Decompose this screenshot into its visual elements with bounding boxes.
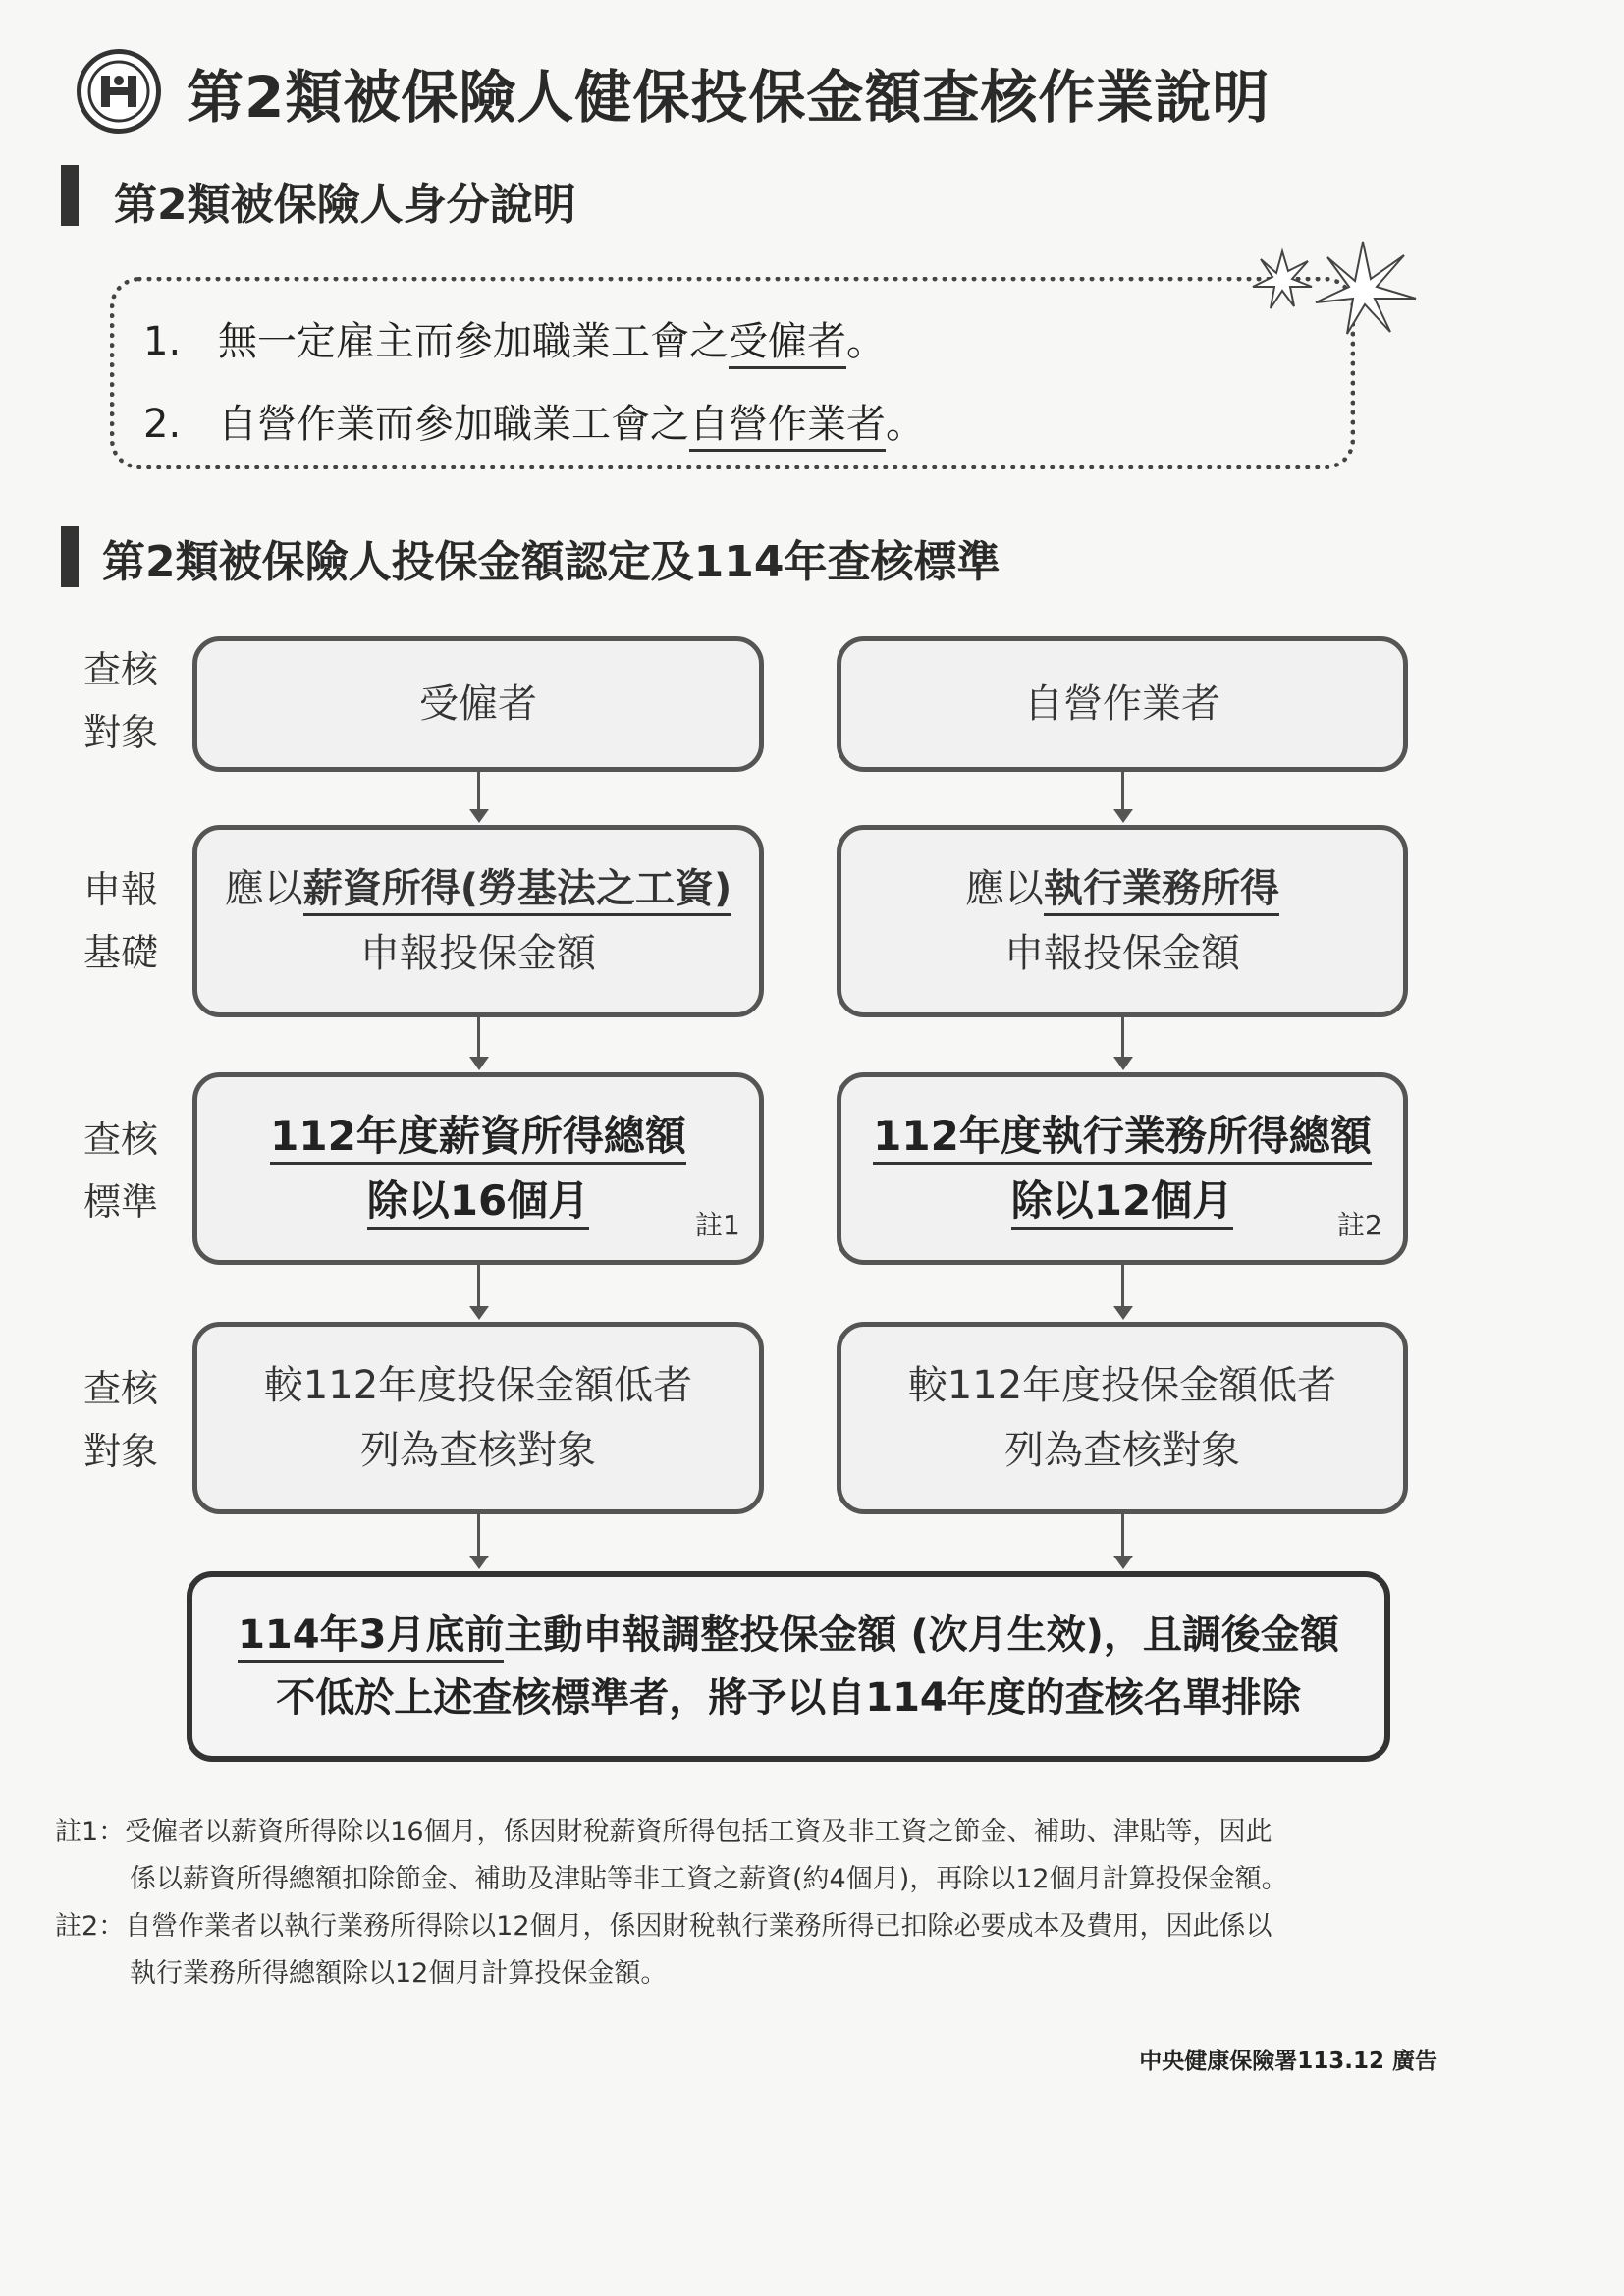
section-marker [61, 165, 79, 226]
flow-box-employee [192, 636, 764, 772]
page-title: 第2類被保險人健保投保金額查核作業說明 [187, 64, 1271, 131]
row-label-line: 查核 [82, 1118, 158, 1161]
box-text-emphasis: 除以16個月 [367, 1176, 589, 1230]
box-text [873, 1104, 1372, 1169]
note-2-cont: 執行業務所得總額除以12個月計算投保金額。 [130, 1958, 668, 1989]
row-label-line: 對象 [82, 1430, 158, 1473]
box-text: 自營作業者 [1024, 682, 1220, 727]
item-suffix: 。 [846, 319, 886, 364]
box-text [225, 856, 732, 921]
item-number: 2. [143, 402, 182, 447]
arrow-down-icon [1113, 1057, 1133, 1070]
note-text: 受僱者以薪資所得除以16個月，係因財稅薪資所得包括工資及非工資之節金、補助、津貼等，因此 [125, 1817, 1272, 1847]
row-label-basis [77, 858, 165, 984]
box-text [367, 1169, 589, 1233]
arrow-down-icon [469, 1057, 489, 1070]
section-title-standard: 第2類被保險人投保金額認定及114年查核標準 [102, 537, 1001, 587]
flow-connector [477, 772, 480, 811]
box-text-plain: 應以 [965, 866, 1044, 911]
box-text [270, 1104, 686, 1169]
box-text: 列為查核對象 [360, 1428, 596, 1473]
flow-box-final [187, 1571, 1390, 1762]
nhi-logo [77, 49, 161, 134]
note-1 [55, 1809, 1272, 1856]
row-label-line: 基礎 [82, 931, 158, 974]
section-marker [61, 526, 79, 587]
arrow-down-icon [469, 1306, 489, 1320]
arrow-down-icon [1113, 809, 1133, 823]
item-number: 1. [143, 319, 182, 364]
box-text-emphasis: 112年度薪資所得總額 [270, 1112, 686, 1165]
row-label-target [77, 1357, 165, 1483]
box-text-emphasis: 除以12個月 [1011, 1176, 1233, 1230]
flow-box-self-employed-standard [837, 1072, 1408, 1265]
item-text: 無一定雇主而參加職業工會之 [218, 319, 729, 364]
arrow-down-icon [469, 1556, 489, 1569]
row-label-standard [77, 1108, 165, 1233]
flow-box-self-employed [837, 636, 1408, 772]
flow-box-employee-standard [192, 1072, 764, 1265]
note-2 [55, 1903, 1272, 1950]
note-tag: 註2： [55, 1911, 126, 1941]
arrow-down-icon [469, 809, 489, 823]
box-text: 列為查核對象 [1004, 1428, 1240, 1473]
flow-connector [1121, 1514, 1124, 1558]
flow-connector [1121, 1265, 1124, 1308]
box-text: 較112年度投保金額低者 [263, 1363, 693, 1408]
final-text: 不低於上述查核標準者，將予以自114年度的查核名單排除 [276, 1675, 1301, 1721]
arrow-down-icon [1113, 1306, 1133, 1320]
flow-connector [477, 1265, 480, 1308]
note-tag: 註1： [55, 1817, 126, 1847]
final-text-emphasis: 114年3月底前 [238, 1613, 504, 1663]
flow-connector [477, 1017, 480, 1059]
arrow-down-icon [1113, 1556, 1133, 1569]
row-label-line: 查核 [82, 1367, 158, 1410]
box-text-plain: 應以 [224, 866, 303, 911]
note-1-cont: 係以薪資所得總額扣除節金、補助及津貼等非工資之薪資(約4個月)，再除以12個月計算投保金額。 [130, 1864, 1288, 1894]
box-text: 較112年度投保金額低者 [907, 1363, 1337, 1408]
box-text: 受僱者 [419, 682, 537, 727]
note-text: 自營作業者以執行業務所得除以12個月，係因財稅執行業務所得已扣除必要成本及費用，因此係以 [125, 1911, 1272, 1941]
row-label-line: 申報 [82, 868, 158, 911]
item-emphasis: 受僱者 [729, 319, 846, 369]
row-label-line: 對象 [82, 711, 158, 754]
item-text: 自營作業而參加職業工會之 [218, 402, 689, 447]
note-ref-2: 註2 [1337, 1209, 1382, 1241]
box-text [1011, 1169, 1233, 1233]
flow-box-employee-basis [192, 825, 764, 1017]
box-text: 申報投保金額 [1004, 931, 1240, 976]
row-label-target [77, 638, 165, 764]
box-text-emphasis: 112年度執行業務所得總額 [873, 1112, 1372, 1165]
item-suffix: 。 [886, 402, 925, 447]
footer-credit: 中央健康保險署113.12 廣告 [1139, 2049, 1437, 2074]
nhi-logo-icon [81, 54, 156, 129]
final-text [238, 1604, 1339, 1667]
box-text [965, 856, 1279, 921]
flow-box-self-employed-basis [837, 825, 1408, 1017]
note-ref-1: 註1 [695, 1209, 740, 1241]
flow-box-self-employed-target [837, 1322, 1408, 1514]
box-text-emphasis: 薪資所得(勞基法之工資) [303, 866, 732, 916]
flow-connector [477, 1514, 480, 1558]
identity-item-1 [143, 310, 886, 366]
flow-box-employee-target [192, 1322, 764, 1514]
section-title-identity: 第2類被保險人身分說明 [114, 180, 576, 230]
final-text-rest: 主動申報調整投保金額 (次月生效)，且調後金額 [504, 1613, 1339, 1658]
flow-connector [1121, 772, 1124, 811]
identity-item-2 [143, 393, 925, 449]
box-text: 申報投保金額 [360, 931, 596, 976]
flower-decoration-icon [1237, 222, 1424, 340]
row-label-line: 查核 [82, 648, 158, 691]
box-text-emphasis: 執行業務所得 [1044, 866, 1279, 916]
flow-connector [1121, 1017, 1124, 1059]
item-emphasis: 自營作業者 [689, 402, 886, 452]
row-label-line: 標準 [82, 1180, 158, 1224]
